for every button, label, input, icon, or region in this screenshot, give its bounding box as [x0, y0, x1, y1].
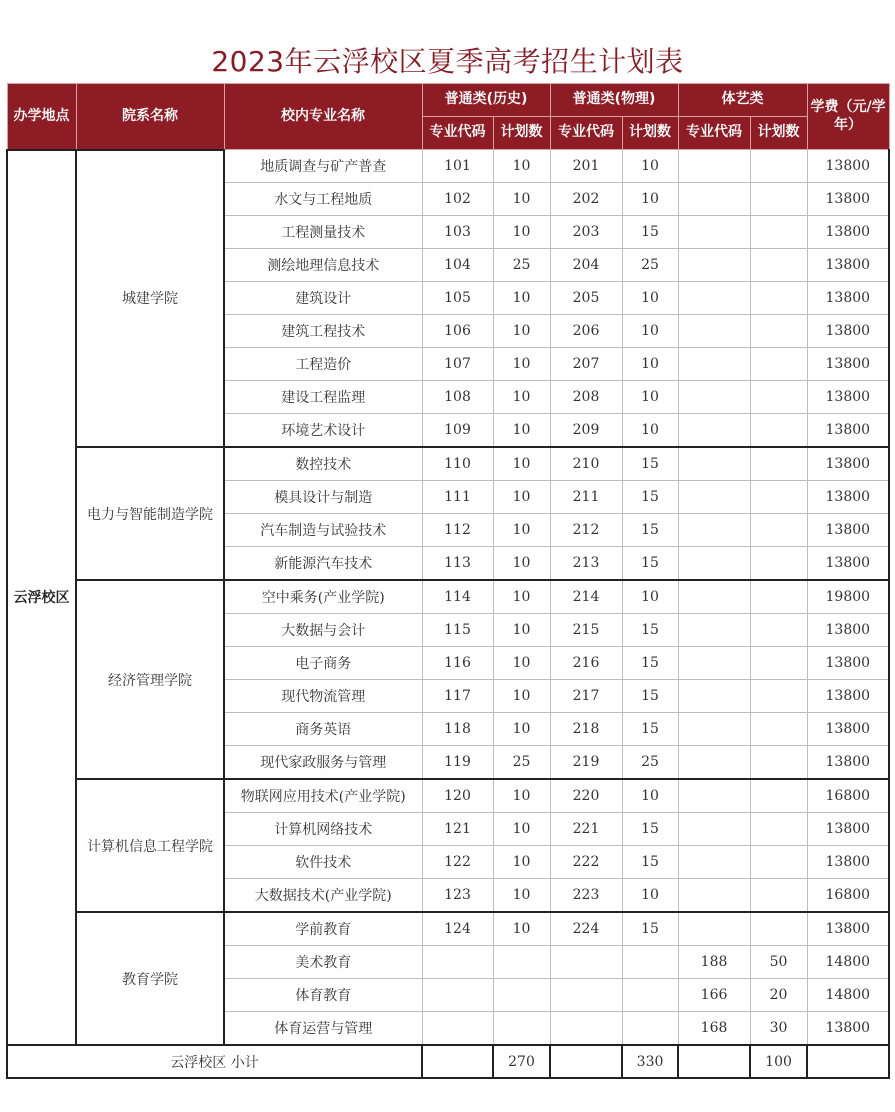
history-plan-cell: 10: [493, 879, 550, 913]
tuition-cell: 13800: [807, 647, 889, 680]
subtotal-label: 云浮校区 小计: [7, 1045, 422, 1078]
physics-plan-cell: 10: [622, 879, 678, 913]
physics-plan-cell: 15: [622, 514, 678, 547]
major-cell: 学前教育: [224, 912, 422, 946]
tuition-cell: 13800: [807, 746, 889, 780]
physics-code-cell: 214: [550, 580, 622, 614]
arts-code-cell: [678, 381, 750, 414]
tuition-cell: 13800: [807, 414, 889, 448]
physics-plan-cell: 15: [622, 216, 678, 249]
physics-code-cell: 202: [550, 183, 622, 216]
arts-code-cell: [678, 746, 750, 780]
tuition-cell: 13800: [807, 547, 889, 581]
major-cell: 环境艺术设计: [224, 414, 422, 448]
table-row: [7, 779, 889, 813]
tuition-cell: 13800: [807, 381, 889, 414]
major-cell: 模具设计与制造: [224, 481, 422, 514]
arts-code-cell: [678, 846, 750, 879]
table-row: [7, 580, 889, 614]
tuition-cell: 13800: [807, 846, 889, 879]
arts-code-cell: [678, 514, 750, 547]
dept-cell: 经济管理学院: [76, 580, 224, 779]
history-plan-cell: 10: [493, 282, 550, 315]
physics-plan-cell: 25: [622, 746, 678, 780]
history-code-cell: 114: [422, 580, 493, 614]
history-code-cell: 121: [422, 813, 493, 846]
major-cell: 电子商务: [224, 647, 422, 680]
major-cell: 商务英语: [224, 713, 422, 746]
history-plan-cell: 10: [493, 813, 550, 846]
arts-code-cell: [678, 580, 750, 614]
history-code-cell: 107: [422, 348, 493, 381]
history-plan-cell: 10: [493, 348, 550, 381]
arts-code-cell: [678, 912, 750, 946]
table-header: [7, 84, 889, 150]
header-history-plan: 计划数: [493, 117, 550, 150]
physics-code-cell: 210: [550, 447, 622, 481]
history-code-cell: 123: [422, 879, 493, 913]
history-plan-cell: 25: [493, 249, 550, 282]
major-cell: 新能源汽车技术: [224, 547, 422, 581]
physics-code-cell: 221: [550, 813, 622, 846]
arts-code-cell: [678, 614, 750, 647]
history-code-cell: 118: [422, 713, 493, 746]
major-cell: 地质调查与矿产普查: [224, 150, 422, 183]
arts-code-cell: [678, 779, 750, 813]
arts-code-cell: [678, 813, 750, 846]
history-plan-cell: 10: [493, 779, 550, 813]
physics-plan-cell: 10: [622, 779, 678, 813]
major-cell: 汽车制造与试验技术: [224, 514, 422, 547]
arts-plan-cell: [750, 846, 807, 879]
tuition-cell: 13800: [807, 150, 889, 183]
physics-code-cell: 218: [550, 713, 622, 746]
physics-plan-cell: 15: [622, 912, 678, 946]
history-plan-cell: 10: [493, 315, 550, 348]
physics-plan-cell: 15: [622, 547, 678, 581]
arts-plan-cell: 20: [750, 979, 807, 1012]
physics-code-cell: 212: [550, 514, 622, 547]
arts-code-cell: [678, 216, 750, 249]
arts-plan-cell: [750, 514, 807, 547]
history-code-cell: [422, 979, 493, 1012]
major-cell: 测绘地理信息技术: [224, 249, 422, 282]
tuition-cell: 13800: [807, 315, 889, 348]
arts-code-cell: [678, 315, 750, 348]
tuition-cell: 13800: [807, 481, 889, 514]
major-cell: 建设工程监理: [224, 381, 422, 414]
history-code-cell: 119: [422, 746, 493, 780]
header-physics-plan: 计划数: [622, 117, 678, 150]
physics-code-cell: 205: [550, 282, 622, 315]
arts-plan-cell: [750, 481, 807, 514]
history-plan-cell: 10: [493, 481, 550, 514]
subtotal-a-plan-cell: 100: [750, 1045, 807, 1078]
arts-plan-cell: [750, 746, 807, 780]
header-physics-code: 专业代码: [550, 117, 622, 150]
tuition-cell: 13800: [807, 348, 889, 381]
history-code-cell: 122: [422, 846, 493, 879]
tuition-cell: 13800: [807, 614, 889, 647]
physics-code-cell: 209: [550, 414, 622, 448]
arts-plan-cell: [750, 150, 807, 183]
history-plan-cell: 10: [493, 150, 550, 183]
history-plan-cell: 10: [493, 846, 550, 879]
history-code-cell: 108: [422, 381, 493, 414]
arts-code-cell: [678, 680, 750, 713]
major-cell: 水文与工程地质: [224, 183, 422, 216]
subtotal-h-code-cell: [422, 1045, 493, 1078]
history-code-cell: 120: [422, 779, 493, 813]
history-code-cell: 110: [422, 447, 493, 481]
physics-plan-cell: 15: [622, 614, 678, 647]
subtotal-h-plan-cell: 270: [493, 1045, 550, 1078]
tuition-cell: 13800: [807, 183, 889, 216]
tuition-cell: 16800: [807, 879, 889, 913]
history-code-cell: 124: [422, 912, 493, 946]
tuition-cell: 19800: [807, 580, 889, 614]
history-plan-cell: 10: [493, 680, 550, 713]
physics-code-cell: [550, 1012, 622, 1046]
header-group-physics: 普通类(物理): [550, 84, 678, 117]
history-plan-cell: 10: [493, 183, 550, 216]
history-plan-cell: 10: [493, 912, 550, 946]
physics-plan-cell: 10: [622, 580, 678, 614]
history-code-cell: 106: [422, 315, 493, 348]
history-plan-cell: 10: [493, 216, 550, 249]
history-plan-cell: [493, 946, 550, 979]
physics-plan-cell: [622, 979, 678, 1012]
physics-plan-cell: 10: [622, 414, 678, 448]
campus-cell: 云浮校区: [7, 150, 76, 1046]
arts-plan-cell: [750, 183, 807, 216]
arts-plan-cell: [750, 381, 807, 414]
arts-code-cell: [678, 713, 750, 746]
physics-code-cell: 206: [550, 315, 622, 348]
header-arts-plan: 计划数: [750, 117, 807, 150]
physics-code-cell: [550, 946, 622, 979]
major-cell: 大数据与会计: [224, 614, 422, 647]
page-title: 2023年云浮校区夏季高考招生计划表: [211, 45, 684, 78]
physics-plan-cell: 15: [622, 846, 678, 879]
arts-plan-cell: [750, 614, 807, 647]
physics-plan-cell: 15: [622, 813, 678, 846]
subtotal-row: [7, 1045, 889, 1078]
history-code-cell: 104: [422, 249, 493, 282]
tuition-cell: 13800: [807, 680, 889, 713]
arts-code-cell: [678, 414, 750, 448]
physics-code-cell: 220: [550, 779, 622, 813]
history-plan-cell: 10: [493, 381, 550, 414]
tuition-cell: 14800: [807, 946, 889, 979]
history-plan-cell: 25: [493, 746, 550, 780]
history-plan-cell: 10: [493, 547, 550, 581]
major-cell: 现代物流管理: [224, 680, 422, 713]
arts-plan-cell: 30: [750, 1012, 807, 1046]
tuition-cell: 13800: [807, 713, 889, 746]
major-cell: 工程测量技术: [224, 216, 422, 249]
table-row: [7, 912, 889, 946]
tuition-cell: 16800: [807, 779, 889, 813]
major-cell: 软件技术: [224, 846, 422, 879]
tuition-cell: 13800: [807, 447, 889, 481]
history-code-cell: 116: [422, 647, 493, 680]
physics-plan-cell: [622, 1012, 678, 1046]
header-arts-code: 专业代码: [678, 117, 750, 150]
major-cell: 体育教育: [224, 979, 422, 1012]
major-cell: 体育运营与管理: [224, 1012, 422, 1046]
history-plan-cell: 10: [493, 713, 550, 746]
history-code-cell: 102: [422, 183, 493, 216]
header-dept: 院系名称: [76, 84, 224, 150]
header-campus: 办学地点: [7, 84, 76, 150]
history-code-cell: [422, 1012, 493, 1046]
physics-code-cell: 204: [550, 249, 622, 282]
history-code-cell: 112: [422, 514, 493, 547]
major-cell: 现代家政服务与管理: [224, 746, 422, 780]
physics-code-cell: 213: [550, 547, 622, 581]
history-plan-cell: 10: [493, 514, 550, 547]
arts-code-cell: [678, 150, 750, 183]
physics-plan-cell: 15: [622, 713, 678, 746]
arts-plan-cell: [750, 348, 807, 381]
subtotal-p-code-cell: [550, 1045, 622, 1078]
arts-code-cell: [678, 647, 750, 680]
physics-code-cell: 203: [550, 216, 622, 249]
table-row: [7, 447, 889, 481]
physics-plan-cell: 10: [622, 282, 678, 315]
arts-plan-cell: [750, 713, 807, 746]
arts-plan-cell: [750, 779, 807, 813]
history-code-cell: 101: [422, 150, 493, 183]
history-code-cell: 115: [422, 614, 493, 647]
arts-code-cell: [678, 249, 750, 282]
arts-plan-cell: [750, 912, 807, 946]
physics-code-cell: 211: [550, 481, 622, 514]
tuition-cell: 13800: [807, 249, 889, 282]
header-major: 校内专业名称: [224, 84, 422, 150]
major-cell: 数控技术: [224, 447, 422, 481]
history-plan-cell: 10: [493, 647, 550, 680]
arts-plan-cell: [750, 249, 807, 282]
dept-cell: 城建学院: [76, 150, 224, 448]
history-plan-cell: [493, 979, 550, 1012]
subtotal-p-plan-cell: 330: [622, 1045, 678, 1078]
arts-code-cell: [678, 183, 750, 216]
physics-plan-cell: 10: [622, 381, 678, 414]
arts-plan-cell: [750, 647, 807, 680]
history-code-cell: 113: [422, 547, 493, 581]
arts-plan-cell: [750, 879, 807, 913]
history-plan-cell: [493, 1012, 550, 1046]
physics-plan-cell: 10: [622, 150, 678, 183]
arts-code-cell: 188: [678, 946, 750, 979]
arts-code-cell: [678, 282, 750, 315]
dept-cell: 教育学院: [76, 912, 224, 1045]
tuition-cell: 13800: [807, 282, 889, 315]
physics-code-cell: 222: [550, 846, 622, 879]
history-code-cell: 103: [422, 216, 493, 249]
major-cell: 计算机网络技术: [224, 813, 422, 846]
arts-plan-cell: [750, 315, 807, 348]
major-cell: 空中乘务(产业学院): [224, 580, 422, 614]
arts-plan-cell: [750, 580, 807, 614]
arts-code-cell: [678, 481, 750, 514]
history-plan-cell: 10: [493, 447, 550, 481]
arts-code-cell: 166: [678, 979, 750, 1012]
physics-code-cell: [550, 979, 622, 1012]
table-row: [7, 150, 889, 183]
arts-code-cell: [678, 348, 750, 381]
arts-plan-cell: [750, 216, 807, 249]
physics-plan-cell: 15: [622, 481, 678, 514]
table-body: [7, 150, 889, 1079]
enrollment-plan-table: [6, 83, 890, 1079]
arts-plan-cell: [750, 282, 807, 315]
history-code-cell: [422, 946, 493, 979]
physics-plan-cell: 10: [622, 183, 678, 216]
header-group-arts: 体艺类: [678, 84, 807, 117]
history-plan-cell: 10: [493, 614, 550, 647]
physics-plan-cell: 10: [622, 315, 678, 348]
subtotal-a-code-cell: [678, 1045, 750, 1078]
arts-code-cell: 168: [678, 1012, 750, 1046]
header-group-history: 普通类(历史): [422, 84, 550, 117]
dept-cell: 计算机信息工程学院: [76, 779, 224, 912]
arts-plan-cell: [750, 813, 807, 846]
major-cell: 物联网应用技术(产业学院): [224, 779, 422, 813]
physics-code-cell: 207: [550, 348, 622, 381]
physics-code-cell: 224: [550, 912, 622, 946]
major-cell: 建筑工程技术: [224, 315, 422, 348]
history-plan-cell: 10: [493, 580, 550, 614]
history-code-cell: 117: [422, 680, 493, 713]
arts-plan-cell: 50: [750, 946, 807, 979]
history-plan-cell: 10: [493, 414, 550, 448]
physics-code-cell: 215: [550, 614, 622, 647]
physics-plan-cell: 10: [622, 348, 678, 381]
arts-code-cell: [678, 547, 750, 581]
tuition-cell: 13800: [807, 1012, 889, 1046]
history-code-cell: 111: [422, 481, 493, 514]
arts-plan-cell: [750, 447, 807, 481]
physics-code-cell: 216: [550, 647, 622, 680]
arts-code-cell: [678, 879, 750, 913]
major-cell: 大数据技术(产业学院): [224, 879, 422, 913]
history-code-cell: 105: [422, 282, 493, 315]
physics-plan-cell: 15: [622, 647, 678, 680]
physics-code-cell: 208: [550, 381, 622, 414]
subtotal-fee-cell: [807, 1045, 889, 1078]
tuition-cell: 13800: [807, 813, 889, 846]
major-cell: 美术教育: [224, 946, 422, 979]
header-tuition: 学费（元/学年）: [807, 84, 889, 150]
physics-code-cell: 223: [550, 879, 622, 913]
dept-cell: 电力与智能制造学院: [76, 447, 224, 580]
tuition-cell: 13800: [807, 912, 889, 946]
tuition-cell: 13800: [807, 216, 889, 249]
physics-plan-cell: 15: [622, 680, 678, 713]
major-cell: 建筑设计: [224, 282, 422, 315]
physics-plan-cell: [622, 946, 678, 979]
header-history-code: 专业代码: [422, 117, 493, 150]
history-code-cell: 109: [422, 414, 493, 448]
physics-code-cell: 217: [550, 680, 622, 713]
major-cell: 工程造价: [224, 348, 422, 381]
tuition-cell: 13800: [807, 514, 889, 547]
tuition-cell: 14800: [807, 979, 889, 1012]
arts-plan-cell: [750, 680, 807, 713]
physics-plan-cell: 15: [622, 447, 678, 481]
arts-plan-cell: [750, 414, 807, 448]
physics-plan-cell: 25: [622, 249, 678, 282]
physics-code-cell: 219: [550, 746, 622, 780]
physics-code-cell: 201: [550, 150, 622, 183]
arts-code-cell: [678, 447, 750, 481]
arts-plan-cell: [750, 547, 807, 581]
